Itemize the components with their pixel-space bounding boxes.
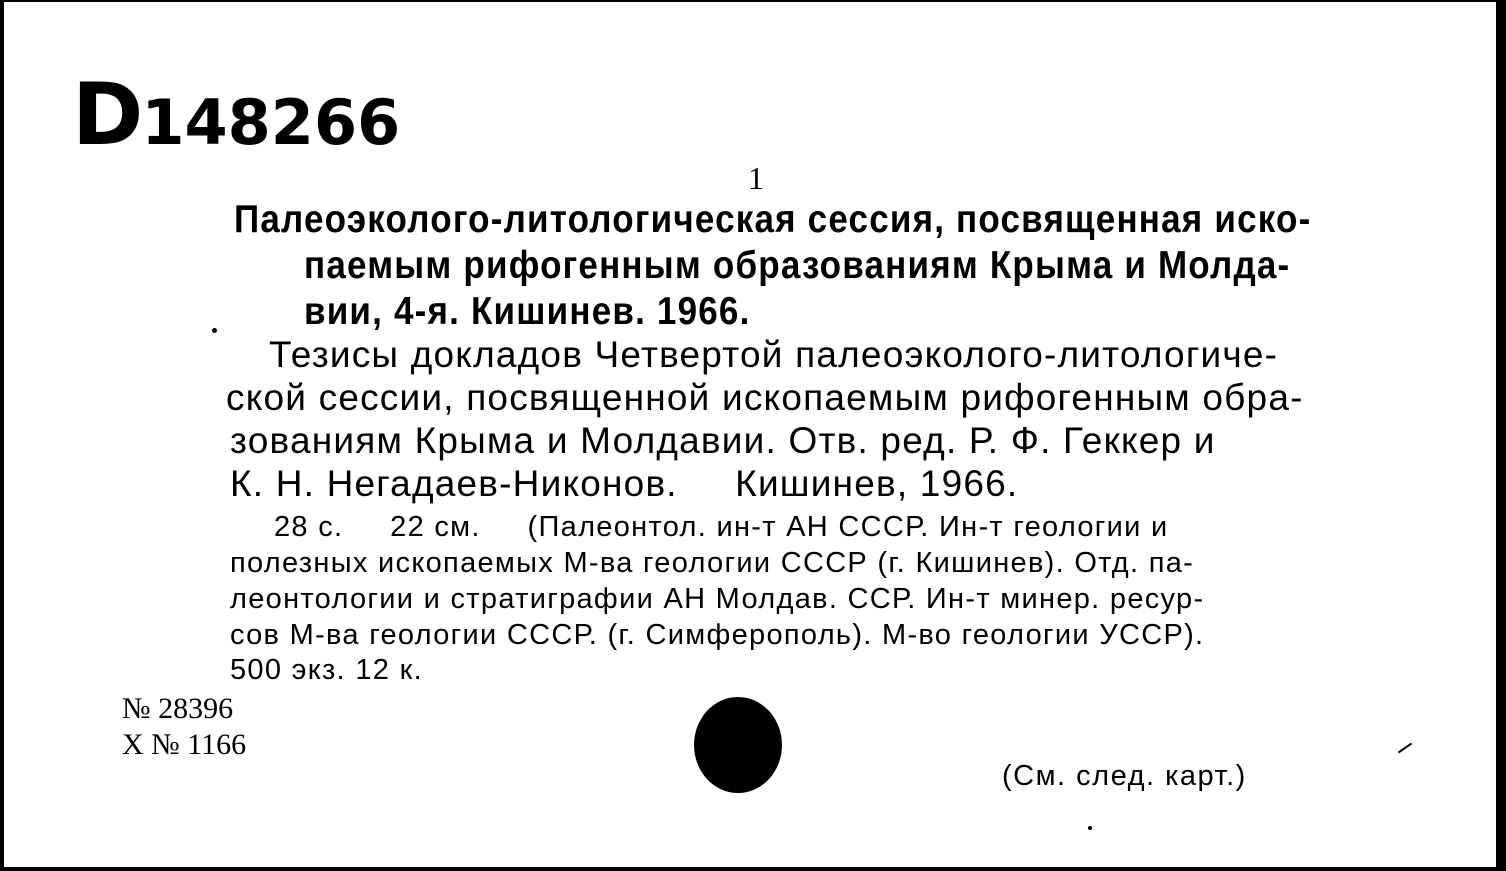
notes-line-4: сов М-ва геологии СССР. (г. Симферополь). М-во геологии УССР). (230, 619, 1205, 651)
notes-line-3: леонтологии и стратиграфии АН Молдав. ССР. Ин-т минер. ресур- (230, 583, 1205, 615)
heading-line-1: Палеоэколого-литологическая сессия, посвященная иско- (234, 198, 1312, 241)
notes-line-2: полезных ископаемых М-ва геологии СССР (г. Кишинев). Отд. па- (230, 547, 1195, 579)
notes-line-5: 500 экз. 12 к. (230, 654, 423, 686)
description-line-1: Тезисы докладов Четвертой палеоэколого-литологиче- (269, 334, 1279, 375)
speck-mark (212, 328, 217, 333)
inventory-number-secondary: X № 1166 (122, 728, 247, 761)
heading-line-2: паемым рифогенным образованиям Крыма и Молда- (304, 244, 1291, 287)
description-line-3: зованиям Крыма и Молдавии. Отв. ред. Р. Ф. Геккер и (230, 420, 1216, 461)
call-number (72, 65, 401, 165)
pencil-mark (1398, 743, 1412, 754)
speck-mark (1088, 826, 1092, 830)
card-number: 1 (748, 160, 764, 196)
continuation-note: (См. след. карт.) (1002, 760, 1247, 792)
description-line-2: ской сессии, посвященной ископаемым рифогенным обра- (226, 377, 1304, 418)
heading-line-3: вии, 4-я. Кишинев. 1966. (304, 290, 751, 333)
punch-hole (694, 697, 782, 793)
inventory-number: № 28396 (122, 692, 234, 725)
notes-line-1: 28 с. 22 см. (Палеонтол. ин-т АН СССР. Ин-т геологии и (274, 511, 1169, 543)
call-number-prefix: D (72, 65, 142, 165)
description-line-4: К. Н. Негадаев-Никонов. Кишинев, 1966. (230, 463, 1019, 504)
call-number-digits: 148266 (141, 86, 401, 159)
